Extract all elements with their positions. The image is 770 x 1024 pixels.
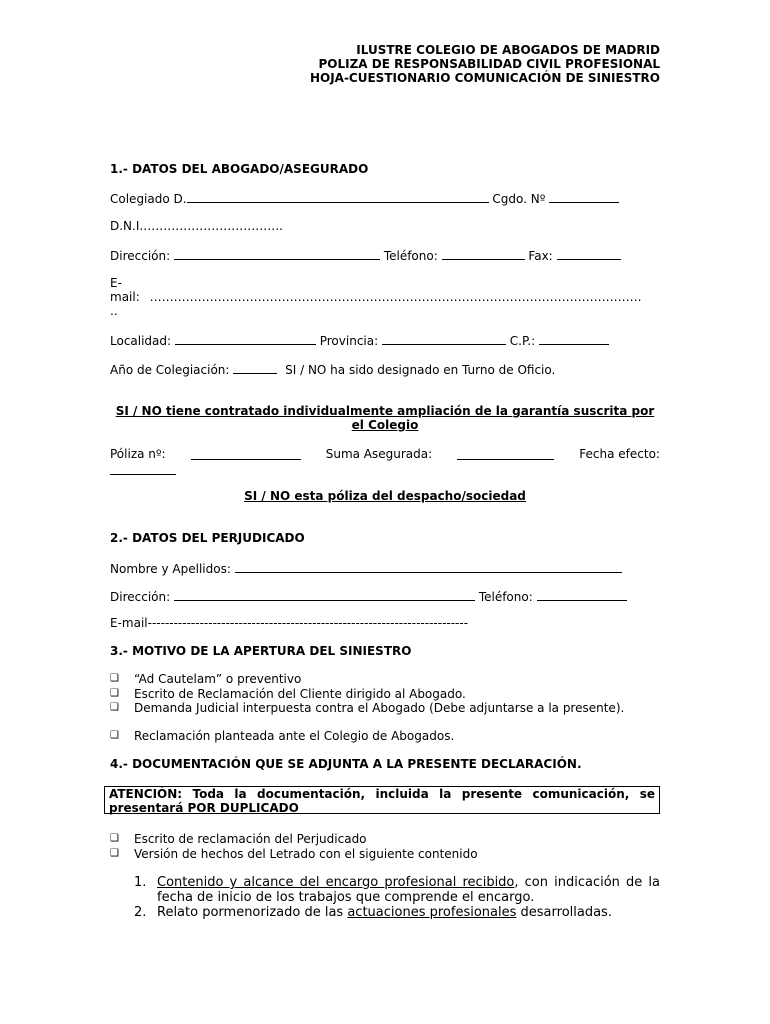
telefono-label: Teléfono: xyxy=(383,249,438,263)
anio-row xyxy=(110,361,555,377)
section-2-title: 2.- DATOS DEL PERJUDICADO xyxy=(110,531,305,545)
perjudicado-direccion-field[interactable] xyxy=(174,588,475,601)
poliza-row xyxy=(110,447,660,461)
perjudicado-nombre-row xyxy=(110,560,622,576)
anio-field[interactable] xyxy=(233,361,277,374)
provincia-field[interactable] xyxy=(382,332,506,345)
direccion-field[interactable] xyxy=(174,247,380,260)
suma-label: Suma Asegurada: xyxy=(325,447,433,461)
despacho-statement: SI / NO esta póliza del despacho/sociedad xyxy=(244,489,526,503)
email-dots-continuation: .. xyxy=(110,304,118,318)
checkbox-ad-cautelam[interactable]: ❑ xyxy=(110,673,119,684)
motivo-ad-cautelam: “Ad Cautelam” o preventivo xyxy=(134,672,302,686)
numbered-item-1-underlined: Contenido y alcance del encargo profesional recibido xyxy=(157,875,515,890)
fecha-efecto-label: Fecha efecto: xyxy=(579,447,660,461)
numbered-item-1-number: 1. xyxy=(134,875,147,890)
poliza-field[interactable] xyxy=(191,447,301,460)
perjudicado-telefono-field[interactable] xyxy=(537,588,627,601)
header-institution: ILUSTRE COLEGIO DE ABOGADOS DE MADRID xyxy=(356,43,660,57)
section-3-title: 3.- MOTIVO DE LA APERTURA DEL SINIESTRO xyxy=(110,644,412,658)
nombre-field[interactable] xyxy=(235,560,622,573)
doc-escrito-perjudicado: Escrito de reclamación del Perjudicado xyxy=(134,832,367,846)
numbered-item-2-after: desarrolladas. xyxy=(516,905,612,920)
email-label-line1: E- xyxy=(110,276,122,290)
section-1-title: 1.- DATOS DEL ABOGADO/ASEGURADO xyxy=(110,162,369,176)
fax-field[interactable] xyxy=(557,247,621,260)
checkbox-escrito-perjudicado[interactable]: ❑ xyxy=(110,833,119,844)
suma-field[interactable] xyxy=(457,447,554,460)
fecha-efecto-field[interactable] xyxy=(110,462,176,475)
email-field[interactable]: …………………………………………………………………………………………………………… xyxy=(149,290,642,304)
checkbox-demanda-judicial[interactable]: ❑ xyxy=(110,702,119,713)
email-row xyxy=(110,290,660,304)
anio-label: Año de Colegiación: xyxy=(110,363,230,377)
numbered-item-2 xyxy=(157,905,660,920)
colegiado-field[interactable] xyxy=(187,190,489,203)
colegiado-label: Colegiado D. xyxy=(110,192,187,206)
fecha-efecto-row xyxy=(110,462,176,478)
header-policy: POLIZA DE RESPONSABILIDAD CIVIL PROFESIONAL xyxy=(318,57,660,71)
telefono-field[interactable] xyxy=(442,247,525,260)
email-label: mail: xyxy=(110,290,140,304)
perjudicado-telefono-label: Teléfono: xyxy=(478,590,533,604)
motivo-reclamacion-colegio: Reclamación planteada ante el Colegio de Abogados. xyxy=(134,729,455,743)
perjudicado-direccion-label: Dirección: xyxy=(110,590,171,604)
numbered-item-2-number: 2. xyxy=(134,905,147,920)
turno-text: SI / NO ha sido designado en Turno de Oficio. xyxy=(285,363,556,377)
attention-box: ATENCIÓN: Toda la documentación, incluida la presente comunicación, se presentará POR DUPLICADO xyxy=(104,786,660,814)
localidad-field[interactable] xyxy=(175,332,316,345)
cp-field[interactable] xyxy=(539,332,609,345)
provincia-label: Provincia: xyxy=(319,334,379,348)
dni-field[interactable]: …………………………….. xyxy=(143,219,283,233)
header-form-title: HOJA-CUESTIONARIO COMUNICACIÓN DE SINIESTRO xyxy=(309,71,660,85)
checkbox-reclamacion-colegio[interactable]: ❑ xyxy=(110,730,119,741)
poliza-label: Póliza nº: xyxy=(110,447,166,461)
cp-label: C.P.: xyxy=(509,334,536,348)
fax-label: Fax: xyxy=(528,249,553,263)
perjudicado-email-row[interactable]: E-mail-------------------------------------------------------------------------- xyxy=(110,616,469,630)
direccion-label: Dirección: xyxy=(110,249,171,263)
nombre-label: Nombre y Apellidos: xyxy=(110,562,231,576)
motivo-demanda-judicial: Demanda Judicial interpuesta contra el Abogado (Debe adjuntarse a la presente). xyxy=(134,701,625,715)
perjudicado-direccion-row xyxy=(110,588,627,604)
checkbox-escrito-reclamacion[interactable]: ❑ xyxy=(110,688,119,699)
direccion-row xyxy=(110,247,621,263)
numbered-item-1 xyxy=(157,875,660,905)
localidad-label: Localidad: xyxy=(110,334,172,348)
contratado-statement: SI / NO tiene contratado individualmente ampliación de la garantía suscrita por el Colegio xyxy=(115,404,655,432)
cgdo-label: Cgdo. Nº xyxy=(492,192,546,206)
localidad-row xyxy=(110,332,609,348)
colegiado-row xyxy=(110,190,619,206)
dni-label: D.N.I. xyxy=(110,219,144,233)
numbered-item-1-rest: , con indicación de la fecha de inicio de los trabajos que comprende el encargo. xyxy=(157,875,660,905)
numbered-item-2-before: Relato pormenorizado de las xyxy=(157,905,348,920)
cgdo-field[interactable] xyxy=(549,190,619,203)
doc-version-hechos: Versión de hechos del Letrado con el siguiente contenido xyxy=(134,847,478,861)
numbered-item-2-underlined: actuaciones profesionales xyxy=(347,905,517,920)
checkbox-version-hechos[interactable]: ❑ xyxy=(110,848,119,859)
motivo-escrito-reclamacion: Escrito de Reclamación del Cliente dirigido al Abogado. xyxy=(134,687,466,701)
section-4-title: 4.- DOCUMENTACIÓN QUE SE ADJUNTA A LA PRESENTE DECLARACIÓN. xyxy=(110,757,582,771)
dni-row xyxy=(110,219,283,233)
